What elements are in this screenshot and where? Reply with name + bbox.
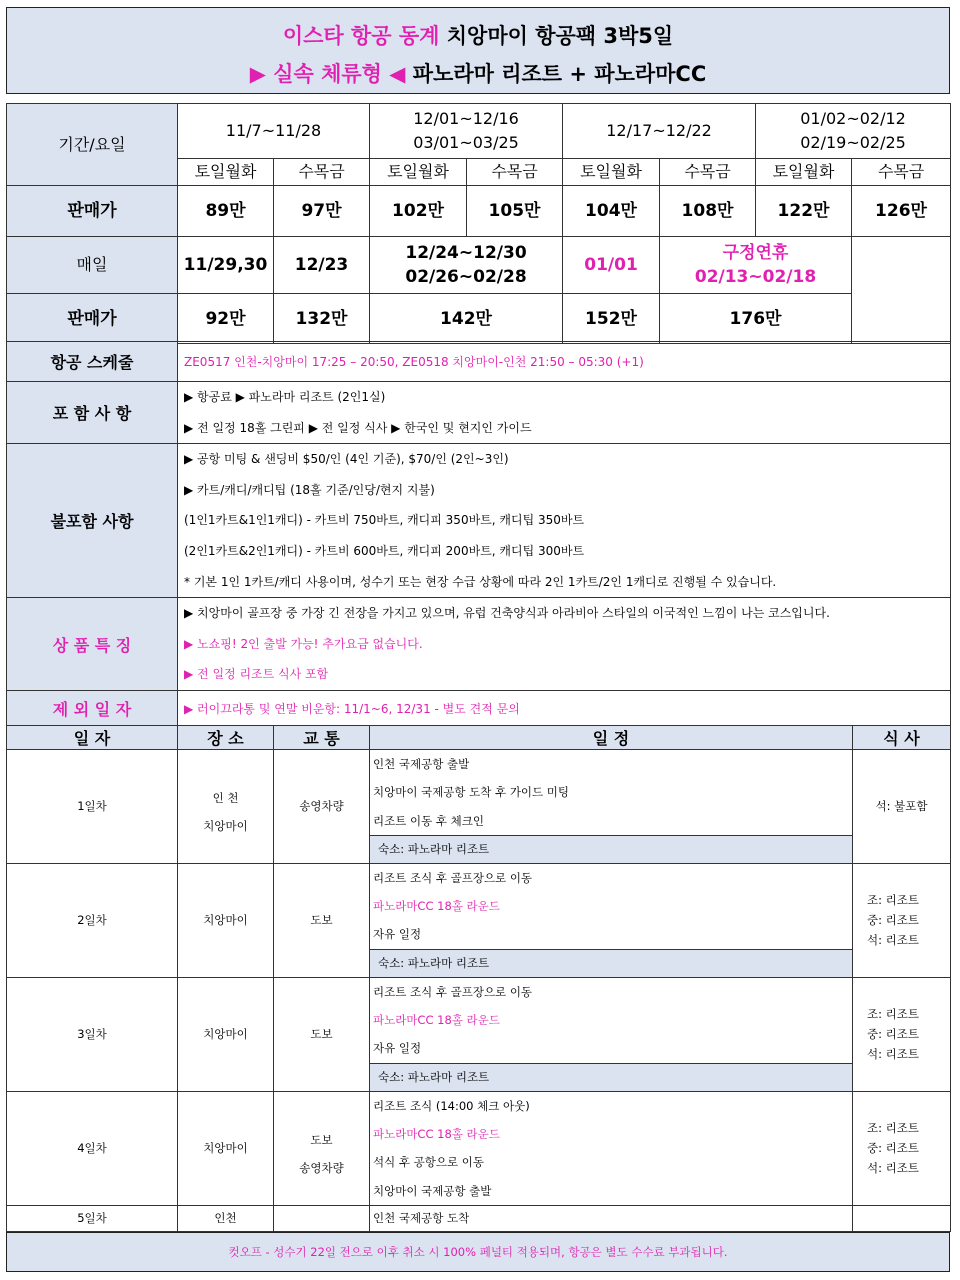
included-label: 포 함 사 항 bbox=[7, 382, 178, 444]
schedule-item: 인천 국제공항 출발 bbox=[373, 757, 470, 771]
flight-schedule: ZE0517 인천-치앙마이 17:25 – 20:50, ZE0518 치앙마이-인천 21:50 – 05:30 (+1) bbox=[178, 342, 951, 382]
daily-price-cell: 176만 bbox=[660, 294, 852, 344]
transport-cell: 송영차량 bbox=[274, 750, 370, 864]
day-label: 토일월화 bbox=[370, 159, 467, 186]
day-cell: 5일차 bbox=[7, 1205, 178, 1231]
schedule-cell bbox=[370, 1091, 853, 1205]
excluded-label: 불포함 사항 bbox=[7, 444, 178, 598]
info-table bbox=[6, 341, 951, 726]
schedule-item: 리조트 조식 후 골프장으로 이동 bbox=[373, 984, 533, 999]
meal-cell bbox=[853, 1205, 951, 1231]
flight-label: 항공 스케줄 bbox=[7, 342, 178, 382]
header-transport: 교 통 bbox=[274, 726, 370, 750]
place-cell: 인 천 치앙마이 bbox=[178, 750, 274, 864]
day-cell: 3일차 bbox=[7, 977, 178, 1091]
schedule-item: 파노라마CC 18홀 라운드 bbox=[373, 1013, 500, 1028]
schedule-item: 자유 일정 bbox=[373, 1041, 422, 1056]
list-item: ▶ 공항 미팅 & 샌딩비 $50/인 (4인 기준), $70/인 (2인~3인) bbox=[184, 452, 509, 467]
meal-cell: 조: 리조트 중: 리조트 석: 리조트 bbox=[853, 977, 951, 1091]
list-item: ▶ 전 일정 리조트 식사 포함 bbox=[184, 667, 329, 682]
features-list bbox=[178, 598, 951, 691]
title-highlight: 이스타 항공 동계 bbox=[282, 24, 440, 48]
itinerary-table bbox=[6, 725, 951, 1232]
schedule-cell bbox=[370, 1205, 853, 1231]
place-cell: 치앙마이 bbox=[178, 1091, 274, 1205]
daily-price-cell: 142만 bbox=[370, 294, 563, 344]
place-cell: 치앙마이 bbox=[178, 863, 274, 977]
daily-sale-label: 판매가 bbox=[7, 294, 178, 344]
day-label: 수목금 bbox=[467, 159, 563, 186]
title-text: 치앙마이 항공팩 3박5일 bbox=[446, 24, 674, 48]
day-label: 수목금 bbox=[274, 159, 370, 186]
list-item: ▶ 전 일정 18홀 그린피 ▶ 전 일정 식사 ▶ 한국인 및 현지인 가이드 bbox=[184, 420, 532, 435]
schedule-item: 파노라마CC 18홀 라운드 bbox=[373, 899, 500, 914]
day-label: 토일월화 bbox=[178, 159, 274, 186]
list-item: ▶ 치앙마이 골프장 중 가장 긴 전장을 가지고 있으며, 유럽 건축양식과 아라비아 스타일의 이국적인 느낌이 나는 코스입니다. bbox=[184, 606, 830, 621]
footer-note: 컷오프 - 성수기 22일 전으로 이후 취소 시 100% 페널티 적용되며, 항공은 별도 수수료 부과됩니다. bbox=[6, 1232, 950, 1272]
meal-cell: 조: 리조트 중: 리조트 석: 리조트 bbox=[853, 863, 951, 977]
price-cell: 122만 bbox=[756, 186, 852, 237]
daily-date-cell: 11/29,30 bbox=[178, 237, 274, 294]
included-list bbox=[178, 382, 951, 444]
arrow-right-icon: ▶ bbox=[249, 62, 266, 86]
excluded-dates: ▶ 러이끄라통 및 연말 비운항: 11/1~6, 12/31 - 별도 견적 문의 bbox=[178, 691, 951, 726]
place-cell: 치앙마이 bbox=[178, 977, 274, 1091]
list-item: (1인1카트&1인1캐디) - 카트비 750바트, 캐디피 350바트, 캐디팁 350바트 bbox=[184, 513, 585, 528]
header-schedule: 일 정 bbox=[370, 726, 853, 750]
list-item: ▶ 카트/캐디/캐디팁 (18홀 기준/인당/현지 지불) bbox=[184, 482, 435, 497]
schedule-item: 자유 일정 bbox=[373, 927, 422, 942]
schedule-item: 리조트 이동 후 체크인 bbox=[373, 813, 484, 828]
header-meal: 식 사 bbox=[853, 726, 951, 750]
period-label: 기간/요일 bbox=[7, 104, 178, 186]
schedule-item: 파노라마CC 18홀 라운드 bbox=[373, 1126, 500, 1141]
subtitle-text: 파노라마 리조트 + 파노라마CC bbox=[412, 62, 707, 86]
list-item: (2인1카트&2인1캐디) - 카트비 600바트, 캐디피 200바트, 캐디팁 300바트 bbox=[184, 543, 585, 558]
price-cell: 102만 bbox=[370, 186, 467, 237]
price-table bbox=[6, 103, 951, 344]
day-label: 토일월화 bbox=[756, 159, 852, 186]
daily-date-cell: 12/24~12/30 02/26~02/28 bbox=[370, 237, 563, 294]
schedule-cell bbox=[370, 977, 853, 1091]
schedule-item: 리조트 조식 후 골프장으로 이동 bbox=[373, 870, 533, 885]
meal-cell: 조: 리조트 중: 리조트 석: 리조트 bbox=[853, 1091, 951, 1205]
features-label: 상 품 특 징 bbox=[7, 598, 178, 691]
daily-date-cell: 01/01 bbox=[563, 237, 660, 294]
hotel-row: 숙소: 파노라마 리조트 bbox=[370, 1063, 852, 1091]
day-label: 수목금 bbox=[660, 159, 756, 186]
price-cell: 105만 bbox=[467, 186, 563, 237]
list-item: ▶ 노쇼핑! 2인 출발 가능! 추가요금 없습니다. bbox=[184, 636, 423, 651]
empty-cell bbox=[852, 237, 951, 344]
day-cell: 1일차 bbox=[7, 750, 178, 864]
period-cell: 12/17~12/22 bbox=[563, 104, 756, 159]
period-cell: 01/02~02/12 02/19~02/25 bbox=[756, 104, 951, 159]
daily-label: 매일 bbox=[7, 237, 178, 294]
title-box bbox=[6, 7, 950, 94]
daily-price-cell: 152만 bbox=[563, 294, 660, 344]
transport-cell: 도보 bbox=[274, 863, 370, 977]
day-label: 수목금 bbox=[852, 159, 951, 186]
price-cell: 104만 bbox=[563, 186, 660, 237]
arrow-left-icon: ◀ bbox=[389, 62, 406, 86]
place-cell: 인천 bbox=[178, 1205, 274, 1231]
title-line-1 bbox=[7, 22, 949, 50]
excluded-list bbox=[178, 444, 951, 598]
schedule-item: 리조트 조식 (14:00 체크 아웃) bbox=[373, 1098, 530, 1113]
price-cell: 108만 bbox=[660, 186, 756, 237]
day-cell: 4일차 bbox=[7, 1091, 178, 1205]
list-item: * 기본 1인 1카트/캐디 사용이며, 성수기 또는 현장 수급 상황에 따라 2인 1카트/2인 1캐디로 진행될 수 있습니다. bbox=[184, 574, 777, 589]
transport-cell bbox=[274, 1205, 370, 1231]
hotel-row: 숙소: 파노라마 리조트 bbox=[370, 835, 852, 863]
subtitle-highlight: 실속 체류형 bbox=[273, 62, 382, 86]
transport-cell: 도보 bbox=[274, 977, 370, 1091]
schedule-cell bbox=[370, 750, 853, 864]
meal-cell: 석: 불포함 bbox=[853, 750, 951, 864]
daily-date-cell: 구정연휴 02/13~02/18 bbox=[660, 237, 852, 294]
period-cell: 12/01~12/16 03/01~03/25 bbox=[370, 104, 563, 159]
daily-price-cell: 92만 bbox=[178, 294, 274, 344]
sale-label: 판매가 bbox=[7, 186, 178, 237]
header-place: 장 소 bbox=[178, 726, 274, 750]
title-line-2 bbox=[7, 60, 949, 88]
transport-cell: 도보 송영차량 bbox=[274, 1091, 370, 1205]
list-item: ▶ 항공료 ▶ 파노라마 리조트 (2인1실) bbox=[184, 390, 386, 404]
day-cell: 2일차 bbox=[7, 863, 178, 977]
hotel-row: 숙소: 파노라마 리조트 bbox=[370, 949, 852, 977]
price-cell: 89만 bbox=[178, 186, 274, 237]
period-cell: 11/7~11/28 bbox=[178, 104, 370, 159]
schedule-item: 치앙마이 국제공항 도착 후 가이드 미팅 bbox=[373, 785, 570, 800]
price-cell: 97만 bbox=[274, 186, 370, 237]
schedule-item: 석식 후 공항으로 이동 bbox=[373, 1155, 484, 1170]
price-cell: 126만 bbox=[852, 186, 951, 237]
schedule-item: 인천 국제공항 도착 bbox=[373, 1211, 470, 1226]
excluded-dates-label: 제 외 일 자 bbox=[7, 691, 178, 726]
schedule-item: 치앙마이 국제공항 출발 bbox=[373, 1183, 492, 1198]
daily-price-cell: 132만 bbox=[274, 294, 370, 344]
daily-date-cell: 12/23 bbox=[274, 237, 370, 294]
day-label: 토일월화 bbox=[563, 159, 660, 186]
schedule-cell bbox=[370, 863, 853, 977]
header-day: 일 자 bbox=[7, 726, 178, 750]
